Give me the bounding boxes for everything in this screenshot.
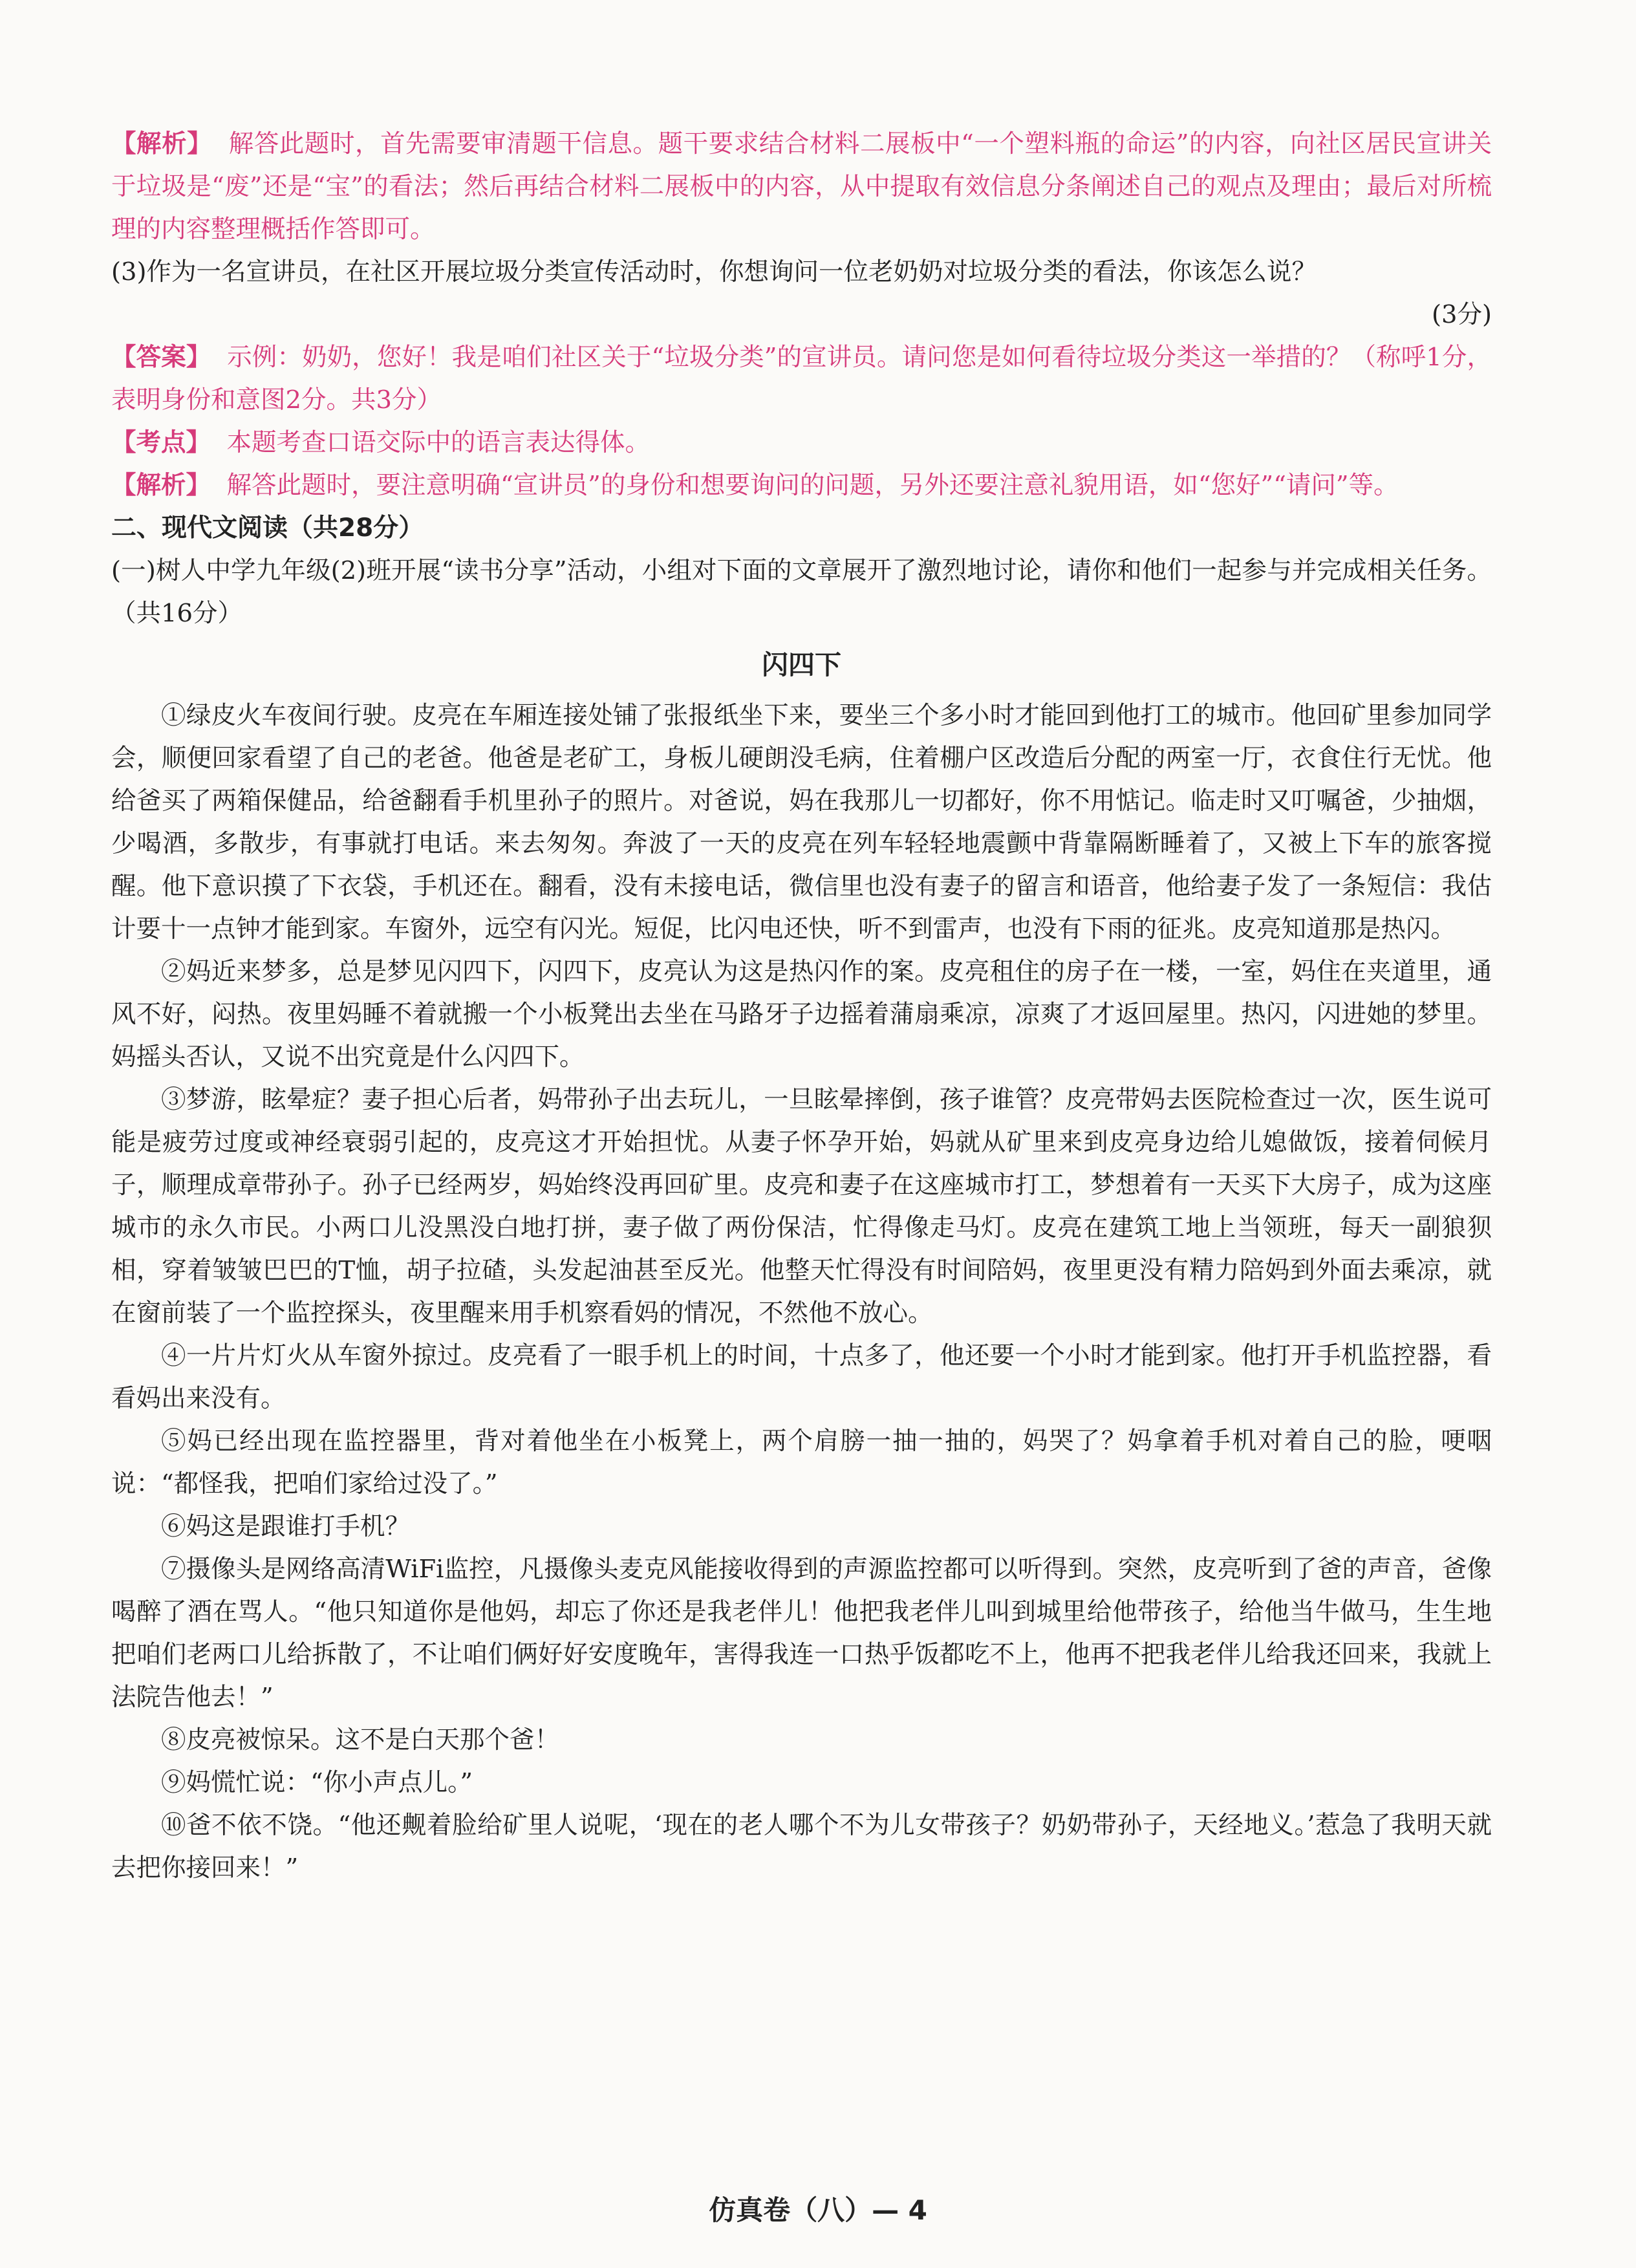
article-paragraph: ③梦游，眩晕症？妻子担心后者，妈带孙子出去玩儿，一旦眩晕摔倒，孩子谁管？皮亮带妈去医院检查过一次，医生说可能是疲劳过度或神经衰弱引起的，皮亮这才开始担忧。从妻子怀孕开始，妈就从矿里来到皮亮身边给儿媳做饭，接着伺候月子，顺理成章带孙子。孙子已经两岁，妈始终没再回矿里。皮亮和妻子在这座城市打工，梦想着有一天买下大房子，成为这座城市的永久市民。小两口儿没黑没白地打拼，妻子做了两份保洁，忙得像走马灯。皮亮在建筑工地上当领班，每天一副狼狈相，穿着皱皱巴巴的T恤，胡子拉碴，头发起油甚至反光。他整天忙得没有时间陪妈，夜里更没有精力陪妈到外面去乘凉，就在窗前装了一个监控探头，夜里醒来用手机察看妈的情况，不然他不放心。 [111, 1085, 1492, 1328]
answer-tag: 【答案】 [111, 343, 211, 372]
article-paragraph: ①绿皮火车夜间行驶。皮亮在车厢连接处铺了张报纸坐下来，要坐三个多小时才能回到他打工的城市。他回矿里参加同学会，顺便回家看望了自己的老爸。他爸是老矿工，身板儿硬朗没毛病，住着棚户区改造后分配的两室一厅，衣食住行无忧。他给爸买了两箱保健品，给爸翻看手机里孙子的照片。对爸说，妈在我那儿一切都好，你不用惦记。临走时又叮嘱爸，少抽烟，少喝酒，多散步，有事就打电话。来去匆匆。奔波了一天的皮亮在列车轻轻地震颤中背靠隔断睡着了，又被上下车的旅客搅醒。他下意识摸了下衣袋，手机还在。翻看，没有未接电话，微信里也没有妻子的留言和语音，他给妻子发了一条短信：我估计要十一点钟才能到家。车窗外，远空有闪光。短促，比闪电还快，听不到雷声，也没有下雨的征兆。皮亮知道那是热闪。 [111, 701, 1492, 944]
analysis-text-2: 解答此题时，要注意明确“宣讲员”的身份和想要询问的问题，另外还要注意礼貌用语，如“您好”“请问”等。 [226, 471, 1399, 500]
kaodian-text: 本题考查口语交际中的语言表达得体。 [226, 428, 651, 457]
question-3-text: (3)作为一名宣讲员，在社区开展垃圾分类宣传活动时，你想询问一位老奶奶对垃圾分类的看法，你该怎么说？ [111, 257, 1317, 286]
question-3-score: (3分) [1431, 300, 1492, 329]
article-paragraph: ⑨妈慌忙说：“你小声点儿。” [161, 1768, 473, 1797]
page-content [111, 123, 1492, 1890]
analysis-text: 解答此题时，首先需要审清题干信息。题干要求结合材料二展板中“一个塑料瓶的命运”的内容，向社区居民宣讲关于垃圾是“废”还是“宝”的看法；然后再结合材料二展板中的内容，从中提取有效信息分条阐述自己的观点及理由；最后对所梳理的内容整理概括作答即可。 [111, 129, 1492, 244]
section-intro: (一)树人中学九年级(2)班开展“读书分享”活动，小组对下面的文章展开了激烈地讨论，请你和他们一起参与并完成相关任务。（共16分） [111, 556, 1492, 628]
article-paragraph: ⑤妈已经出现在监控器里，背对着他坐在小板凳上，两个肩膀一抽一抽的，妈哭了？妈拿着手机对着自己的脸，哽咽说：“都怪我，把咱们家给过没了。” [111, 1427, 1492, 1498]
analysis-tag-2: 【解析】 [111, 471, 211, 500]
article-paragraph: ⑩爸不依不饶。“他还觍着脸给矿里人说呢，‘现在的老人哪个不为儿女带孩子？奶奶带孙子，天经地义。’惹急了我明天就去把你接回来！” [111, 1811, 1492, 1883]
page-footer: 仿真卷（八）— 4 [709, 2194, 927, 2226]
section-heading: 二、现代文阅读（共28分） [111, 513, 424, 543]
article-paragraph: ②妈近来梦多，总是梦见闪四下，闪四下，皮亮认为这是热闪作的案。皮亮租住的房子在一楼，一室，妈住在夹道里，通风不好，闷热。夜里妈睡不着就搬一个小板凳出去坐在马路牙子边摇着蒲扇乘凉，凉爽了才返回屋里。热闪，闪进她的梦里。妈摇头否认，又说不出究竟是什么闪四下。 [111, 957, 1492, 1072]
answer-block [111, 336, 1492, 422]
article-title: 闪四下 [762, 649, 841, 680]
kaodian-tag: 【考点】 [111, 428, 211, 457]
article-paragraph: ⑧皮亮被惊呆。这不是白天那个爸！ [161, 1725, 560, 1755]
analysis-block-2 [111, 464, 1492, 507]
article-paragraph: ⑥妈这是跟谁打手机？ [161, 1512, 411, 1541]
answer-text: 示例：奶奶，您好！我是咱们社区关于“垃圾分类”的宣讲员。请问您是如何看待垃圾分类这一举措的？（称呼1分，表明身份和意图2分。共3分） [111, 343, 1492, 415]
article-paragraph: ④一片片灯火从车窗外掠过。皮亮看了一眼手机上的时间，十点多了，他还要一个小时才能到家。他打开手机监控器，看看妈出来没有。 [111, 1341, 1492, 1413]
kaodian-block [111, 422, 1492, 464]
article-paragraph: ⑦摄像头是网络高清WiFi监控，凡摄像头麦克风能接收得到的声源监控都可以听得到。突然，皮亮听到了爸的声音，爸像喝醉了酒在骂人。“他只知道你是他妈，却忘了你还是我老伴儿！他把我老伴儿叫到城里给他带孩子，给他当牛做马，生生地把咱们老两口儿给拆散了，不让咱们俩好好安度晚年，害得我连一口热乎饭都吃不上，他再不把我老伴儿给我还回来，我就上法院告他去！” [111, 1555, 1492, 1712]
analysis-tag: 【解析】 [111, 129, 213, 158]
analysis-block [111, 123, 1492, 251]
question-3 [111, 251, 1492, 294]
